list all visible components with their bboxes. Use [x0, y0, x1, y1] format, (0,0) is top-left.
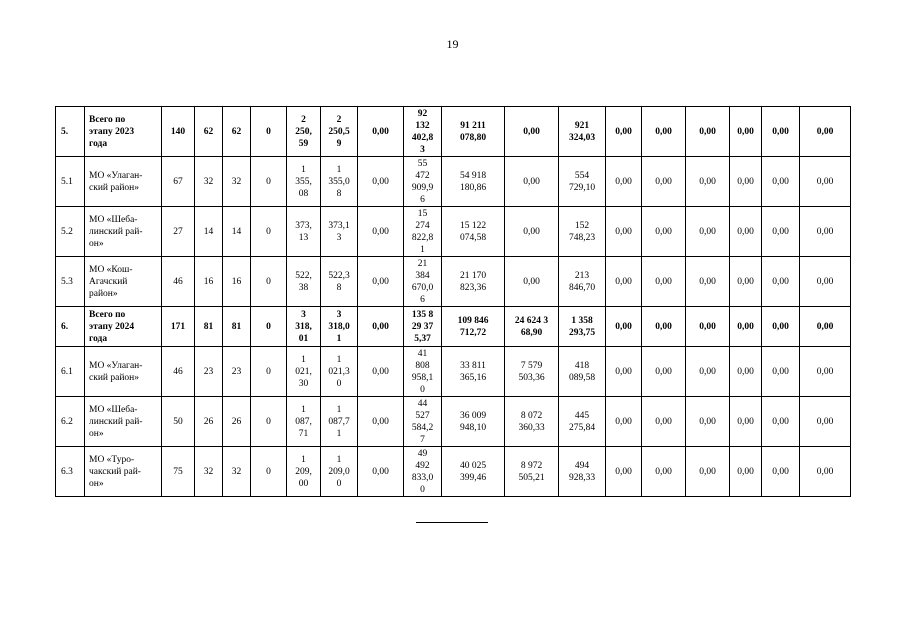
value-cell: 36 009 948,10: [442, 397, 505, 447]
value-cell: 0,00: [642, 307, 686, 347]
footer-rule: [416, 522, 488, 523]
value-cell: 0,00: [730, 397, 762, 447]
value-cell: 0,00: [730, 157, 762, 207]
value-cell: 1 355,0 8: [321, 157, 358, 207]
value-cell: 81: [223, 307, 251, 347]
value-cell: 62: [195, 107, 223, 157]
value-cell: 40 025 399,46: [442, 447, 505, 497]
value-cell: 0,00: [505, 107, 559, 157]
value-cell: 0,00: [800, 207, 851, 257]
value-cell: 0,00: [606, 107, 642, 157]
value-cell: 0,00: [800, 347, 851, 397]
value-cell: 15 274 822,8 1: [404, 207, 442, 257]
value-cell: 0: [251, 447, 287, 497]
value-cell: 27: [162, 207, 195, 257]
value-cell: 0,00: [642, 207, 686, 257]
value-cell: 152 748,23: [559, 207, 606, 257]
value-cell: 0,00: [730, 347, 762, 397]
value-cell: 3 318, 01: [287, 307, 321, 347]
value-cell: 1 021,3 0: [321, 347, 358, 397]
value-cell: 0,00: [358, 397, 404, 447]
table-row: [56, 447, 851, 497]
value-cell: 0,00: [762, 207, 800, 257]
value-cell: 2 250,5 9: [321, 107, 358, 157]
value-cell: 21 384 670,0 6: [404, 257, 442, 307]
table-row: [56, 107, 851, 157]
value-cell: 44 527 584,2 7: [404, 397, 442, 447]
value-cell: 0,00: [686, 447, 730, 497]
value-cell: 32: [223, 447, 251, 497]
value-cell: 0,00: [606, 257, 642, 307]
value-cell: 1 087,7 1: [321, 397, 358, 447]
value-cell: 16: [223, 257, 251, 307]
value-cell: 46: [162, 257, 195, 307]
value-cell: 7 579 503,36: [505, 347, 559, 397]
value-cell: 0,00: [730, 307, 762, 347]
value-cell: 0,00: [686, 107, 730, 157]
value-cell: 0,00: [686, 347, 730, 397]
value-cell: 0,00: [800, 107, 851, 157]
value-cell: 0,00: [358, 257, 404, 307]
row-name-cell: МО «Улаган- ский район»: [85, 347, 162, 397]
value-cell: 0: [251, 257, 287, 307]
table-row: [56, 157, 851, 207]
value-cell: 554 729,10: [559, 157, 606, 207]
value-cell: 0: [251, 347, 287, 397]
value-cell: 0,00: [505, 207, 559, 257]
data-table: [55, 106, 851, 497]
row-name-cell: МО «Шеба- линский рай- он»: [85, 207, 162, 257]
value-cell: 373, 13: [287, 207, 321, 257]
value-cell: 0: [251, 307, 287, 347]
value-cell: 0,00: [505, 257, 559, 307]
value-cell: 0,00: [762, 107, 800, 157]
value-cell: 8 972 505,21: [505, 447, 559, 497]
value-cell: 46: [162, 347, 195, 397]
value-cell: 0,00: [358, 107, 404, 157]
row-number-cell: 6.: [56, 307, 85, 347]
row-number-cell: 5.1: [56, 157, 85, 207]
row-number-cell: 5.: [56, 107, 85, 157]
value-cell: 0,00: [762, 347, 800, 397]
value-cell: 0,00: [800, 157, 851, 207]
value-cell: 23: [223, 347, 251, 397]
value-cell: 1 087, 71: [287, 397, 321, 447]
table-row: [56, 397, 851, 447]
value-cell: 135 8 29 37 5,37: [404, 307, 442, 347]
value-cell: 0,00: [358, 207, 404, 257]
value-cell: 0,00: [730, 207, 762, 257]
table-row: [56, 347, 851, 397]
value-cell: 14: [195, 207, 223, 257]
value-cell: 26: [223, 397, 251, 447]
value-cell: 32: [223, 157, 251, 207]
row-number-cell: 6.2: [56, 397, 85, 447]
value-cell: 0,00: [800, 257, 851, 307]
value-cell: 21 170 823,36: [442, 257, 505, 307]
value-cell: 0,00: [686, 157, 730, 207]
value-cell: 522, 38: [287, 257, 321, 307]
row-name-cell: Всего по этапу 2024 года: [85, 307, 162, 347]
value-cell: 15 122 074,58: [442, 207, 505, 257]
value-cell: 0,00: [730, 257, 762, 307]
value-cell: 140: [162, 107, 195, 157]
value-cell: 0,00: [642, 347, 686, 397]
value-cell: 522,3 8: [321, 257, 358, 307]
value-cell: 55 472 909,9 6: [404, 157, 442, 207]
value-cell: 0,00: [358, 347, 404, 397]
value-cell: 1 021, 30: [287, 347, 321, 397]
value-cell: 33 811 365,16: [442, 347, 505, 397]
row-name-cell: МО «Улаган- ский район»: [85, 157, 162, 207]
value-cell: 0,00: [800, 447, 851, 497]
value-cell: 0,00: [606, 207, 642, 257]
value-cell: 14: [223, 207, 251, 257]
value-cell: 32: [195, 157, 223, 207]
value-cell: 0,00: [606, 397, 642, 447]
row-name-cell: МО «Туро- чакский рай- он»: [85, 447, 162, 497]
value-cell: 0,00: [358, 157, 404, 207]
value-cell: 0,00: [686, 207, 730, 257]
value-cell: 921 324,03: [559, 107, 606, 157]
page-number: 19: [446, 37, 459, 51]
value-cell: 0,00: [800, 397, 851, 447]
value-cell: 445 275,84: [559, 397, 606, 447]
value-cell: 32: [195, 447, 223, 497]
value-cell: 0,00: [686, 307, 730, 347]
row-number-cell: 6.1: [56, 347, 85, 397]
value-cell: 0,00: [606, 347, 642, 397]
value-cell: 26: [195, 397, 223, 447]
value-cell: 67: [162, 157, 195, 207]
value-cell: 3 318,0 1: [321, 307, 358, 347]
value-cell: 91 211 078,80: [442, 107, 505, 157]
value-cell: 0,00: [762, 157, 800, 207]
table-row: [56, 207, 851, 257]
value-cell: 62: [223, 107, 251, 157]
value-cell: 50: [162, 397, 195, 447]
value-cell: 0,00: [730, 447, 762, 497]
value-cell: 0,00: [800, 307, 851, 347]
value-cell: 0,00: [606, 157, 642, 207]
value-cell: 0: [251, 207, 287, 257]
value-cell: 1 209,0 0: [321, 447, 358, 497]
value-cell: 0,00: [358, 307, 404, 347]
value-cell: 0,00: [762, 307, 800, 347]
value-cell: 494 928,33: [559, 447, 606, 497]
value-cell: 0,00: [730, 107, 762, 157]
value-cell: 8 072 360,33: [505, 397, 559, 447]
value-cell: 0: [251, 157, 287, 207]
value-cell: 418 089,58: [559, 347, 606, 397]
value-cell: 75: [162, 447, 195, 497]
value-cell: 23: [195, 347, 223, 397]
value-cell: 0,00: [762, 397, 800, 447]
value-cell: 0,00: [642, 157, 686, 207]
value-cell: 171: [162, 307, 195, 347]
value-cell: 0,00: [642, 257, 686, 307]
value-cell: 373,1 3: [321, 207, 358, 257]
value-cell: 0: [251, 107, 287, 157]
row-number-cell: 5.3: [56, 257, 85, 307]
value-cell: 0,00: [358, 447, 404, 497]
table-row: [56, 307, 851, 347]
value-cell: 0,00: [606, 307, 642, 347]
value-cell: 24 624 3 68,90: [505, 307, 559, 347]
value-cell: 0,00: [642, 447, 686, 497]
value-cell: 0,00: [606, 447, 642, 497]
row-name-cell: МО «Кош- Агачский район»: [85, 257, 162, 307]
value-cell: 54 918 180,86: [442, 157, 505, 207]
value-cell: 0,00: [762, 257, 800, 307]
row-number-cell: 6.3: [56, 447, 85, 497]
value-cell: 0: [251, 397, 287, 447]
row-name-cell: Всего по этапу 2023 года: [85, 107, 162, 157]
value-cell: 1 358 293,75: [559, 307, 606, 347]
value-cell: 1 355, 08: [287, 157, 321, 207]
value-cell: 0,00: [642, 107, 686, 157]
value-cell: 41 808 958,1 0: [404, 347, 442, 397]
row-name-cell: МО «Шеба- линский рай- он»: [85, 397, 162, 447]
value-cell: 0,00: [505, 157, 559, 207]
value-cell: 109 846 712,72: [442, 307, 505, 347]
value-cell: 0,00: [762, 447, 800, 497]
value-cell: 49 492 833,0 0: [404, 447, 442, 497]
table-body: [56, 107, 851, 497]
value-cell: 0,00: [686, 397, 730, 447]
value-cell: 92 132 402,8 3: [404, 107, 442, 157]
row-number-cell: 5.2: [56, 207, 85, 257]
value-cell: 0,00: [686, 257, 730, 307]
value-cell: 0,00: [642, 397, 686, 447]
value-cell: 16: [195, 257, 223, 307]
table-row: [56, 257, 851, 307]
value-cell: 81: [195, 307, 223, 347]
value-cell: 1 209, 00: [287, 447, 321, 497]
value-cell: 213 846,70: [559, 257, 606, 307]
value-cell: 2 250, 59: [287, 107, 321, 157]
